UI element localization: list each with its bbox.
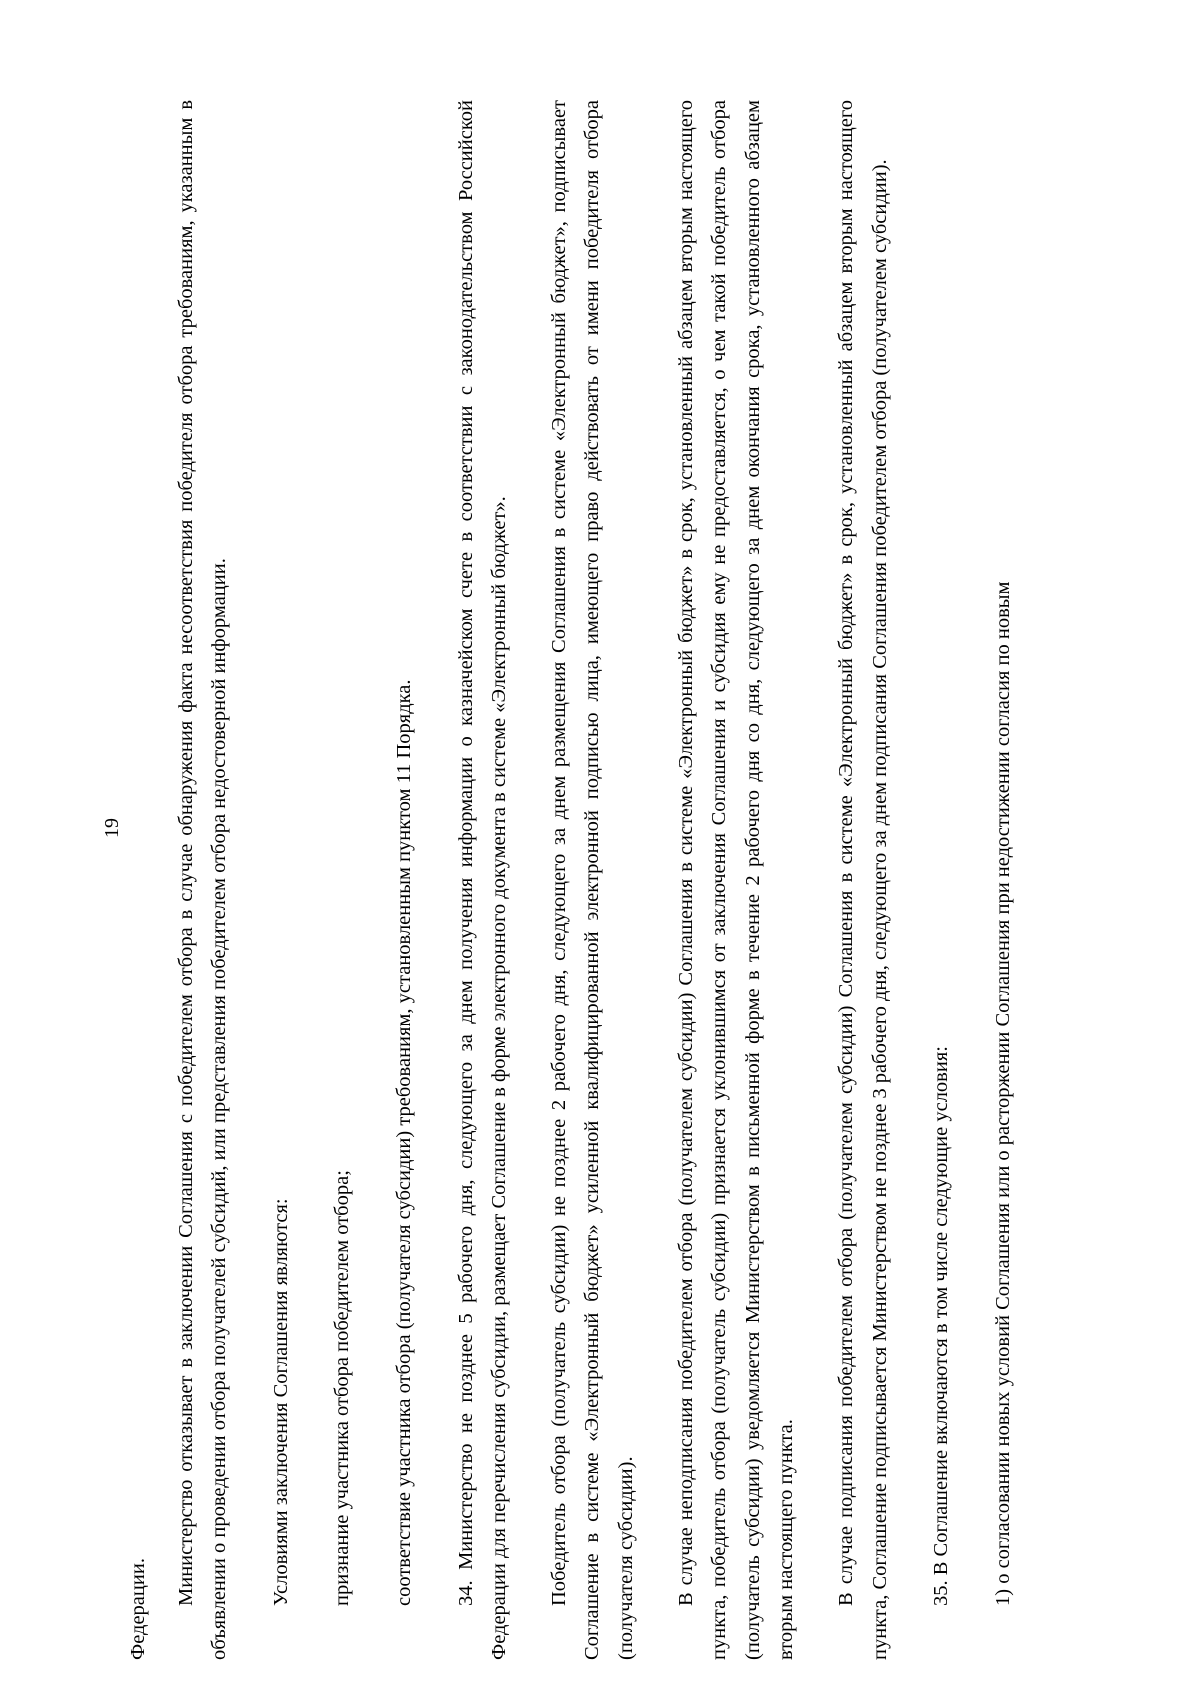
paragraph-refusal: Министерство отказывает в заключении Соглашения с победителем отбора в случае обнаружения факта несоответствия победителя отбора требованиям, указанным в объявлении о проведении отбора получателей субсидий, или представления победителем отбора недостоверной информации.: [174, 100, 231, 1660]
paragraph-signing: В случае подписания победителем отбора (получателем субсидии) Соглашения в системе «Электронный бюджет» в срок, установленный абзацем вторым настоящего пункта, Соглашение подписывается Министерством не позднее 3 рабочего дня, следующего за днем подписания Соглашения победителем отбора (получателем субсидии).: [834, 100, 891, 1660]
paragraph-conditions-heading: Условиями заключения Соглашения являются:: [269, 1198, 292, 1606]
paragraph-continuation: Федерации.: [127, 1558, 149, 1660]
paragraph-condition-1: признание участника отбора победителем отбора;: [331, 1170, 354, 1606]
paragraph-condition-item-1: 1) о согласовании новых условий Соглашения или о расторжении Соглашения при недостижении согласия по новым: [991, 581, 1014, 1606]
paragraph-item-35: 35. В Соглашение включаются в том числе следующие условия:: [930, 1046, 953, 1606]
paragraph-item-34: 34. Министерство не позднее 5 рабочего дня, следующего за днем получения информации о казначейском счете в соответствии с законодательством Российской Федерации для перечисления субсидии, размещает Соглашение в форме электронного документа в системе «Электронный бюджет».: [454, 100, 511, 1660]
document-body: [122, 100, 1020, 1660]
paragraph-condition-2: соответствие участника отбора (получателя субсидии) требованиям, установленным пунктом 11 Порядка.: [392, 679, 415, 1606]
rotated-page-content: [100, 100, 1180, 1660]
paragraph-non-signing: В случае неподписания победителем отбора (получателем субсидии) Соглашения в системе «Электронный бюджет» в срок, установленный абзацем вторым настоящего пункта, победитель отбора (получатель субсидии) признается уклонившимся от заключения Соглашения и субсидия ему не предоставляется, о чем такой победитель отбора (получатель субсидии) уведомляется Министерством в письменной форме в течение 2 рабочего дня со дня, следующего за днем окончания срока, установленного абзацем вторым настоящего пункта.: [674, 100, 798, 1660]
page-number: 19: [101, 818, 123, 838]
paragraph-winner-signing: Победитель отбора (получатель субсидии) не позднее 2 рабочего дня, следующего за днем размещения Соглашения в системе «Электронный бюджет», подписывает Соглашение в системе «Электронный бюджет» усиленной квалифицированной электронной подписью лица, имеющего право действовать от имени победителя отбора (получателя субсидии).: [547, 100, 637, 1660]
